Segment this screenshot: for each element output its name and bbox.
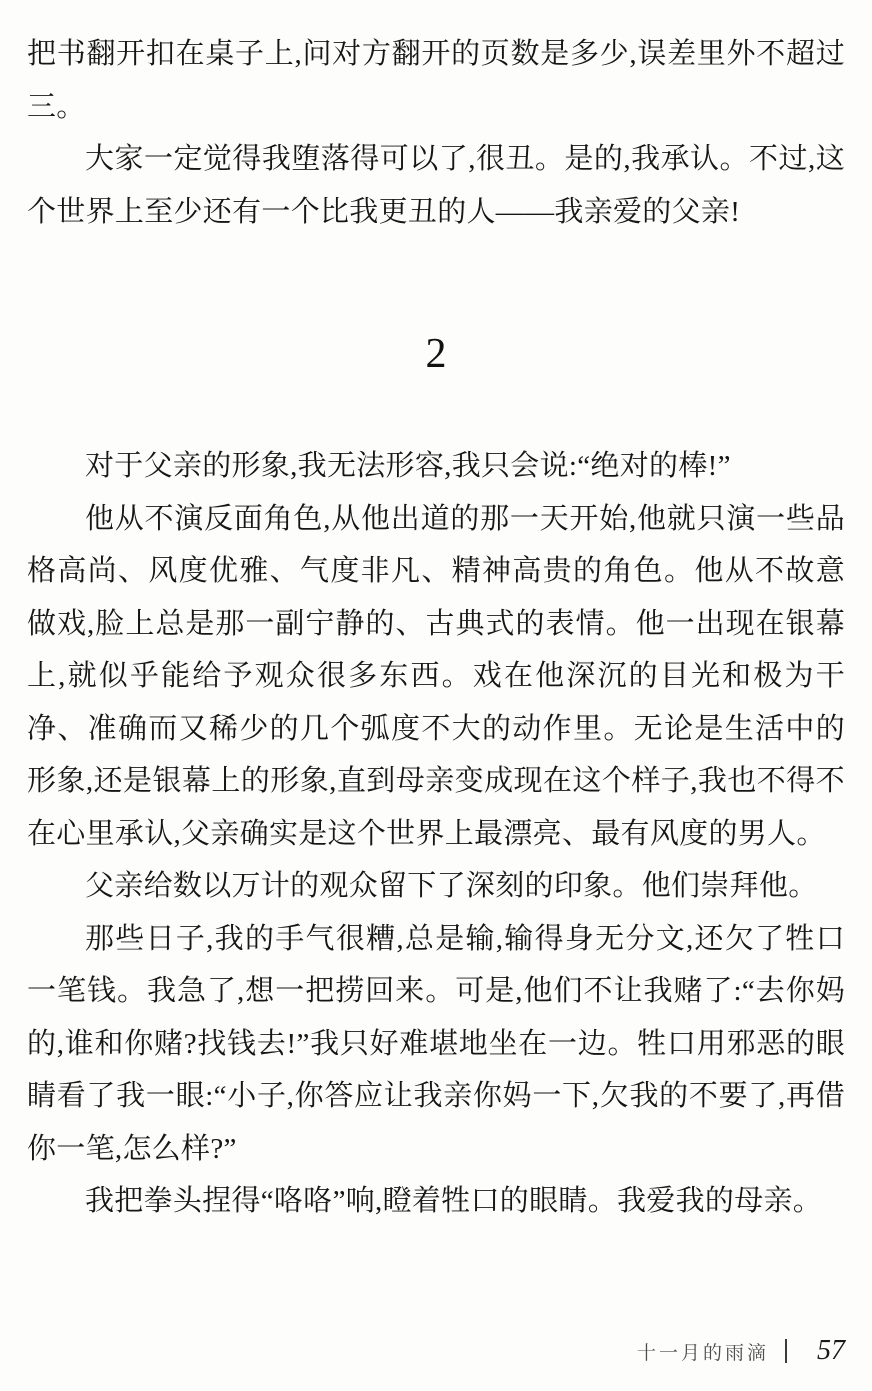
paragraph: 父亲给数以万计的观众留下了深刻的印象。他们崇拜他。: [85, 870, 818, 902]
page-number: 57: [817, 1335, 845, 1366]
page-body: [27, 28, 845, 1228]
page-footer: [637, 1335, 845, 1367]
running-title: 十一月的雨滴: [636, 1342, 769, 1364]
paragraph: 我把拳头捏得“咯咯”响,瞪着牲口的眼睛。我爱我的母亲。: [85, 1185, 823, 1217]
paragraph: 对于父亲的形象,我无法形容,我只会说:“绝对的棒!”: [85, 450, 731, 482]
paragraph: 大家一定觉得我堕落得可以了,很丑。是的,我承认。不过,这个世界上至少还有一个比我更丑的人——我亲爱的父亲!: [27, 143, 845, 228]
paragraph: 他从不演反面角色,从他出道的那一天开始,他就只演一些品格高尚、风度优雅、气度非凡、精神高贵的角色。他从不故意做戏,脸上总是那一副宁静的、古典式的表情。他一出现在银幕上,就似乎能给予观众很多东西。戏在他深沉的目光和极为干净、准确而又稀少的几个弧度不大的动作里。无论是生活中的形象,还是银幕上的形象,直到母亲变成现在这个样子,我也不得不在心里承认,父亲确实是这个世界上最漂亮、最有风度的男人。: [27, 502, 845, 850]
paragraph: 把书翻开扣在桌子上,问对方翻开的页数是多少,误差里外不超过三。: [27, 38, 845, 123]
section-number-heading: 2: [425, 331, 447, 377]
footer-separator-bar: [785, 1339, 787, 1363]
paragraph: 那些日子,我的手气很糟,总是输,输得身无分文,还欠了牲口一笔钱。我急了,想一把捞回来。可是,他们不让我赌了:“去你妈的,谁和你赌?找钱去!”我只好难堪地坐在一边。牲口用邪恶的眼睛看了我一眼:“小子,你答应让我亲你妈一下,欠我的不要了,再借你一笔,怎么样?”: [27, 922, 845, 1165]
